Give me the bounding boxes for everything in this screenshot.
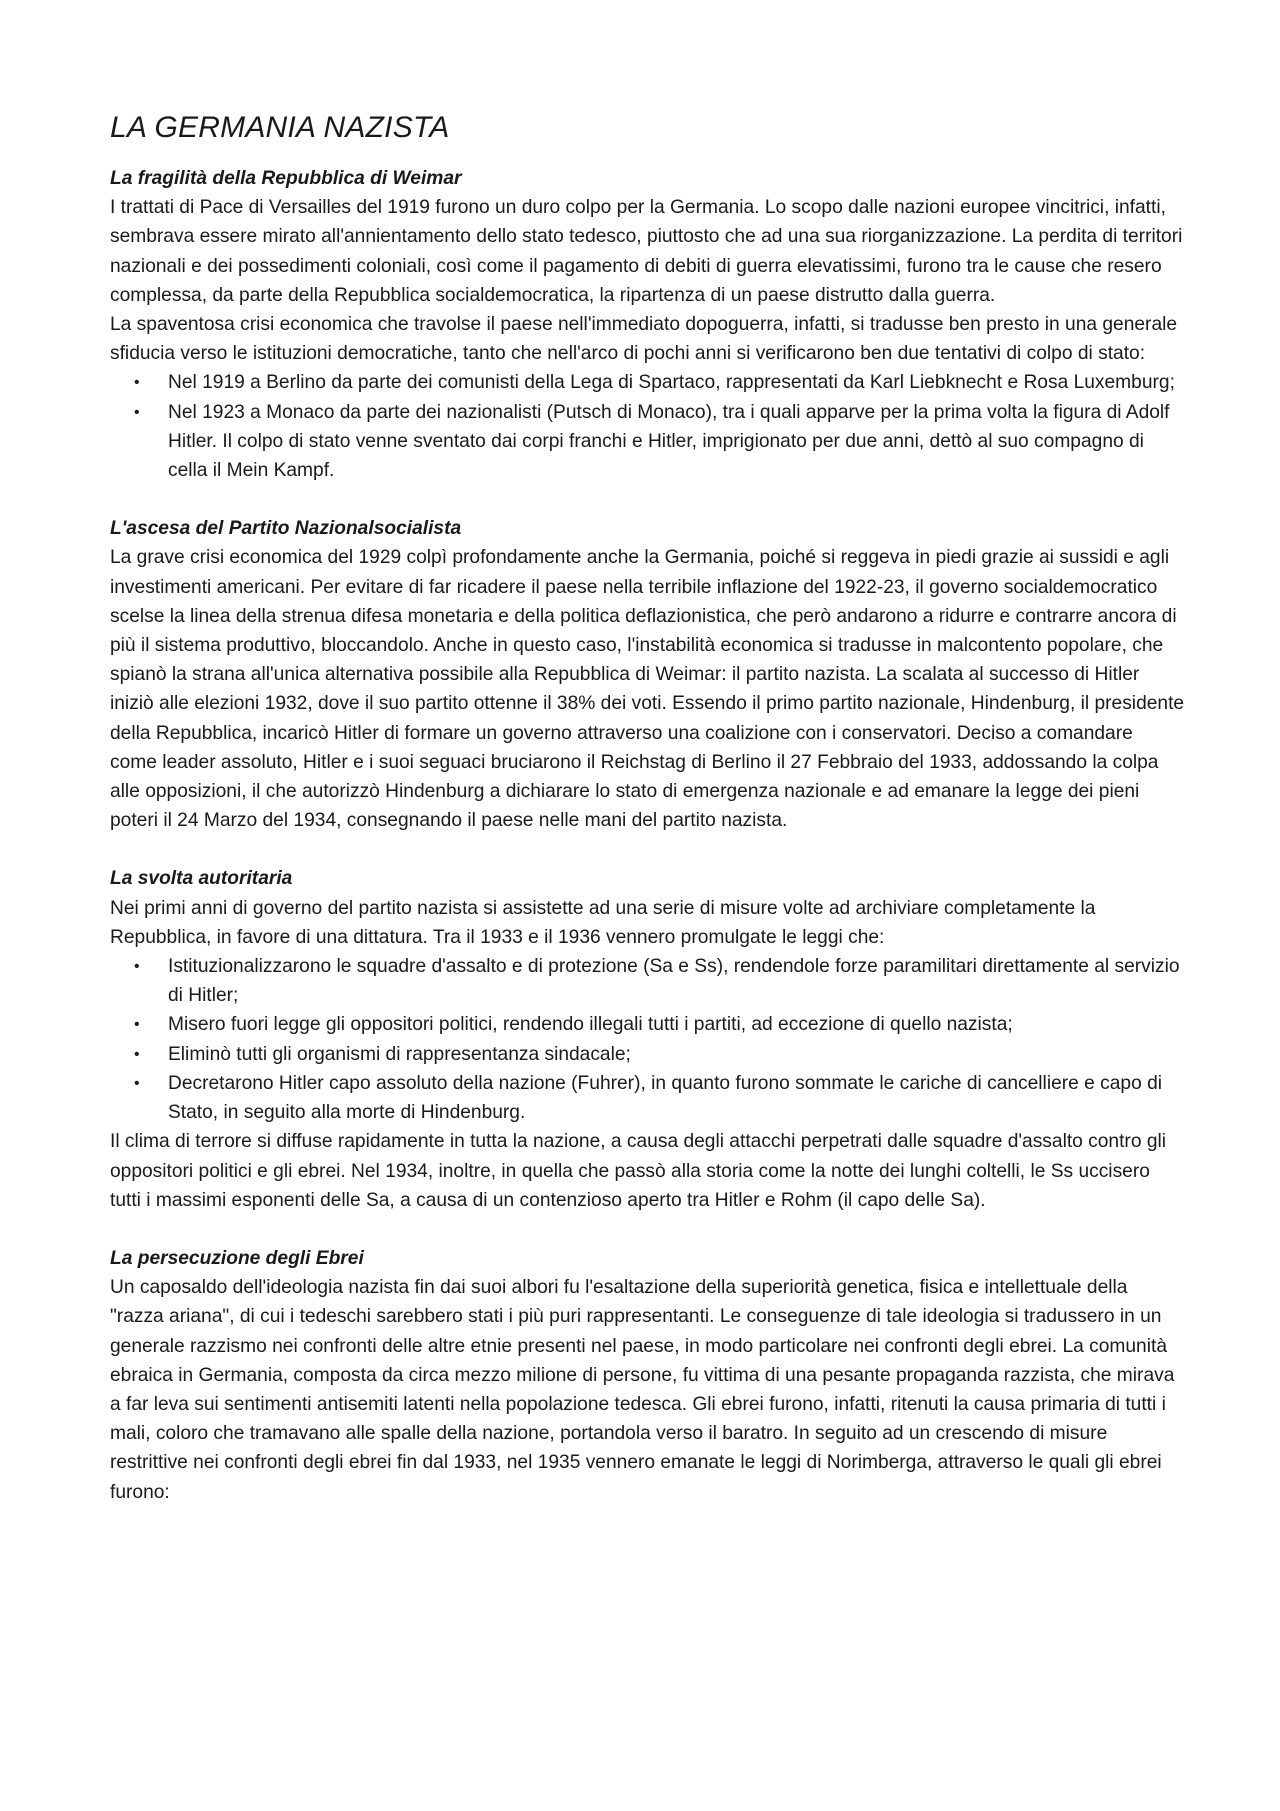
list-item	[110, 368, 1185, 397]
document-page	[110, 108, 1185, 1536]
list-item-text: Decretarono Hitler capo assoluto della nazione (Fuhrer), in quanto furono sommate le cariche di cancelliere e capo di Stato, in seguito alla morte di Hindenburg.	[168, 1072, 1163, 1124]
bullet-icon: •	[134, 958, 140, 976]
paragraph: Un caposaldo dell'ideologia nazista fin dai suoi albori fu l'esaltazione della superiorità genetica, fisica e intellettuale della "razza ariana", di cui i tedeschi sarebbero stati i più puri rappresentanti. Le conseguenze di tale ideologia si tradussero in un generale razzismo nei confronti delle altre etnie presenti nel paese, in modo particolare nei confronti degli ebrei. La comunità ebraica in Germania, composta da circa mezzo milione di persone, fu vittima di una pesante propaganda razzista, che mirava a far leva sui sentimenti antisemiti latenti nella popolazione tedesca. Gli ebrei furono, infatti, ritenuti la causa primaria di tutti i mali, coloro che tramavano alle spalle della nazione, portandola verso il baratro. In seguito ad un crescendo di misure restrittive nei confronti degli ebrei fin dal 1933, nel 1935 vennero emanate le leggi di Norimberga, attraverso le quali gli ebrei furono:	[110, 1277, 1175, 1503]
bullet-icon: •	[134, 374, 140, 392]
list-item-text: Nel 1919 a Berlino da parte dei comunisti della Lega di Spartaco, rappresentati da Karl Liebknecht e Rosa Luxemburg;	[168, 372, 1175, 394]
list-item	[110, 952, 1185, 1010]
document-title: LA GERMANIA NAZISTA	[110, 111, 450, 144]
bullet-icon: •	[134, 1074, 140, 1092]
list-item-text: Eliminò tutti gli organismi di rappresentanza sindacale;	[168, 1043, 631, 1065]
list-item-text: Misero fuori legge gli oppositori politici, rendendo illegali tutti i partiti, ad eccezione di quello nazista;	[168, 1014, 1013, 1036]
list-item	[110, 1010, 1185, 1039]
list-item-text: Nel 1923 a Monaco da parte dei nazionalisti (Putsch di Monaco), tra i quali apparve per la prima volta la figura di Adolf Hitler. Il colpo di stato venne sventato dai corpi franchi e Hitler, imprigionato per due anni, dettò al suo compagno di cella il Mein Kampf.	[168, 401, 1170, 482]
section-svolta	[110, 864, 1185, 1214]
list-item-text: Istituzionalizzarono le squadre d'assalto e di protezione (Sa e Ss), rendendole forze paramilitari direttamente al servizio di Hitler;	[168, 956, 1180, 1007]
section-heading: La svolta autoritaria	[110, 868, 293, 890]
bullet-list	[110, 952, 1185, 1127]
section-ascesa	[110, 514, 1185, 835]
bullet-icon: •	[134, 403, 140, 421]
paragraph: La grave crisi economica del 1929 colpì profondamente anche la Germania, poiché si reggeva in piedi grazie ai sussidi e agli investimenti americani. Per evitare di far ricadere il paese nella terribile inflazione del 1922-23, il governo socialdemocratico scelse la linea della strenua difesa monetaria e della politica deflazionistica, che però andarono a ridurre e contrarre ancora di più il sistema produttivo, bloccandolo. Anche in questo caso, l'instabilità economica si tradusse in malcontento popolare, che spianò la strana all'unica alternativa possibile alla Repubblica di Weimar: il partito nazista. La scalata al successo di Hitler iniziò alle elezioni 1932, dove il suo partito ottenne il 38% dei voti. Essendo il primo partito nazionale, Hindenburg, il presidente della Repubblica, incaricò Hitler di formare un governo attraverso una coalizione con i conservatori. Deciso a comandare come leader assoluto, Hitler e i suoi seguaci bruciarono il Reichstag di Berlino il 27 Febbraio del 1933, addossando la colpa alle opposizioni, il che autorizzò Hindenburg a dichiarare lo stato di emergenza nazionale e ad emanare la legge dei pieni poteri il 24 Marzo del 1934, consegnando il paese nelle mani del partito nazista.	[110, 547, 1185, 832]
paragraph: La spaventosa crisi economica che travolse il paese nell'immediato dopoguerra, infatti, si tradusse ben presto in una generale sfiducia verso le istituzioni democratiche, tanto che nell'arco di pochi anni si verificarono ben due tentativi di colpo di stato:	[110, 314, 1178, 365]
bullet-icon: •	[134, 1045, 140, 1063]
bullet-list	[110, 368, 1185, 485]
section-heading: La fragilità della Repubblica di Weimar	[110, 168, 462, 189]
paragraph: I trattati di Pace di Versailles del 1919 furono un duro colpo per la Germania. Lo scopo dalle nazioni europee vincitrici, infatti, sembrava essere mirato all'annientamento dello stato tedesco, piuttosto che ad una sua riorganizzazione. La perdita di territori nazionali e dei possedimenti coloniali, così come il pagamento di debiti di guerra elevatissimi, furono tra le cause che resero complessa, da parte della Repubblica socialdemocratica, la ripartenza di un paese distrutto dalla guerra.	[110, 197, 1183, 306]
list-item	[110, 1069, 1185, 1127]
section-persecuzione	[110, 1244, 1185, 1507]
bullet-icon: •	[134, 1016, 140, 1034]
list-item	[110, 1040, 1185, 1069]
paragraph: Il clima di terrore si diffuse rapidamente in tutta la nazione, a causa degli attacchi perpetrati dalle squadre d'assalto contro gli oppositori politici e gli ebrei. Nel 1934, inoltre, in quella che passò alla storia come la notte dei lunghi coltelli, le Ss uccisero tutti i massimi esponenti delle Sa, a causa di un contenzioso aperto tra Hitler e Rohm (il capo delle Sa).	[110, 1131, 1167, 1211]
list-item	[110, 398, 1185, 486]
section-heading: La persecuzione degli Ebrei	[110, 1247, 364, 1269]
paragraph: Nei primi anni di governo del partito nazista si assistette ad una serie di misure volte ad archiviare completamente la Repubblica, in favore di una dittatura. Tra il 1933 e il 1936 vennero promulgate le leggi che:	[110, 897, 1096, 948]
section-weimar	[110, 164, 1185, 485]
section-heading: L'ascesa del Partito Nazionalsocialista	[110, 518, 462, 540]
